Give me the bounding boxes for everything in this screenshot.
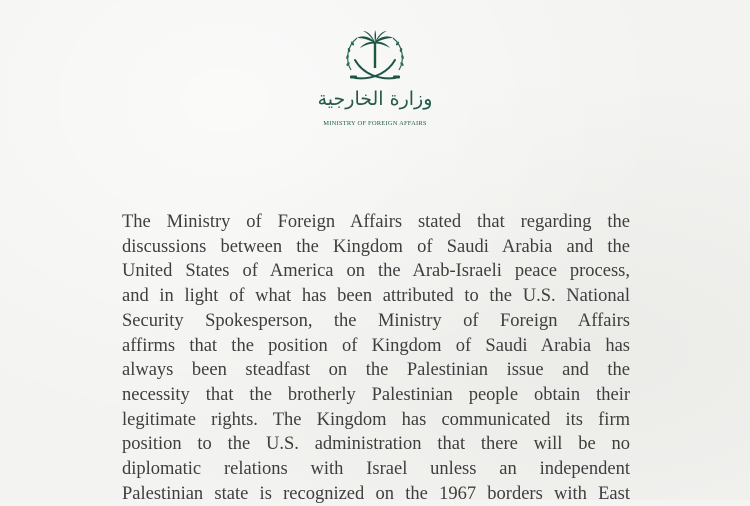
statement-line: legitimate rights. The Kingdom has communicated its firm [122,409,630,430]
statement-line: position to the U.S. administration that there will be no [122,434,630,455]
statement-line: always been steadfast on the Palestinian issue and the [122,360,630,381]
statement-line: necessity that the brotherly Palestinian people obtain their [122,384,630,405]
statement-line: Security Spokesperson, the Ministry of Foreign Affairs [122,310,630,331]
palm-swords-emblem-icon [335,30,415,94]
statement-line: Palestinian state is recognized on the 1967 borders with East [122,483,630,504]
ministry-arabic-name: وزارة الخارجية [317,88,433,110]
statement-line: The Ministry of Foreign Affairs stated that regarding the [122,212,630,232]
statement-line: diplomatic relations with Israel unless an independent [122,459,630,480]
statement-line: United States of America on the Arab-Israeli peace process, [122,261,630,282]
ministry-english-name: MINISTRY OF FOREIGN AFFAIRS [323,120,427,127]
statement-body [122,210,630,506]
statement-line: discussions between the Kingdom of Saudi Arabia and the [122,236,630,257]
statement-line: and in light of what has been attributed to the U.S. National [122,286,630,307]
statement-line: affirms that the position of Kingdom of Saudi Arabia has [122,335,630,356]
